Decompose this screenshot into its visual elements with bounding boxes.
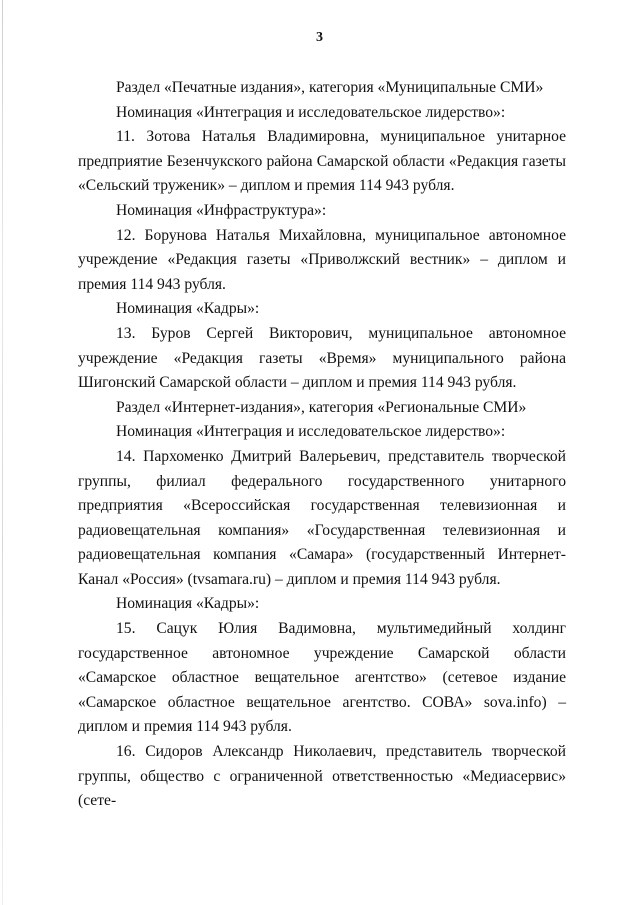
section-heading-print-media: Раздел «Печатные издания», категория «Муниципальные СМИ» [116,79,544,96]
award-item-15: 15. Сацук Юлия Вадимовна, мультимедийный холдинг государственное автономное учреждение Самарской области «Самарское областное вещательное агентство» (сетевое издание «Самарское областное вещательное агентство. СОВА» sova.info) – диплом и премия 114 943 рубля. [78,620,566,736]
nomination-personnel-heading-2: Номинация «Кадры»: [116,595,260,613]
document-body [78,76,566,814]
award-item-16: 16. Сидоров Александр Николаевич, представитель творческой группы, общество с ограниченной ответственностью «Медиасервис» (сете- [78,743,566,810]
page-number: 3 [316,30,323,45]
award-item-11: 11. Зотова Наталья Владимировна, муниципальное унитарное предприятие Безенчукского района Самарской области «Редакция газеты «Сельский труженик» – диплом и премия 114 943 рубля. [78,128,566,195]
nomination-infrastructure-heading: Номинация «Инфраструктура»: [116,201,327,219]
award-item-12: 12. Борунова Наталья Михайловна, муниципальное автономное учреждение «Редакция газеты «Приволжский вестник» – диплом и премия 114 943 рубля. [78,226,566,293]
award-item-14: 14. Пархоменко Дмитрий Валерьевич, представитель творческой группы, филиал федерального государственного унитарного предприятия «Всероссийская государственная телевизионная и радиовещательная компания» «Государственная телевизионная и радиовещательная компания «Самара» (государственный Интернет-Канал «Россия» (tvsamara.ru) – диплом и премия 114 943 рубля. [78,447,566,588]
nomination-personnel-heading: Номинация «Кадры»: [116,300,260,318]
scan-edge-line [2,0,3,905]
section-heading-internet-media: Раздел «Интернет-издания», категория «Региональные СМИ» [116,398,527,416]
nomination-integration-heading: Номинация «Интеграция и исследовательское лидерство»: [116,103,506,121]
award-item-13: 13. Буров Сергей Викторович, муниципальное автономное учреждение «Редакция газеты «Время» муниципального района Шигонский Самарской области – диплом и премия 114 943 рубля. [78,324,566,392]
nomination-integration-heading-2: Номинация «Интеграция и исследовательское лидерство»: [116,423,506,441]
